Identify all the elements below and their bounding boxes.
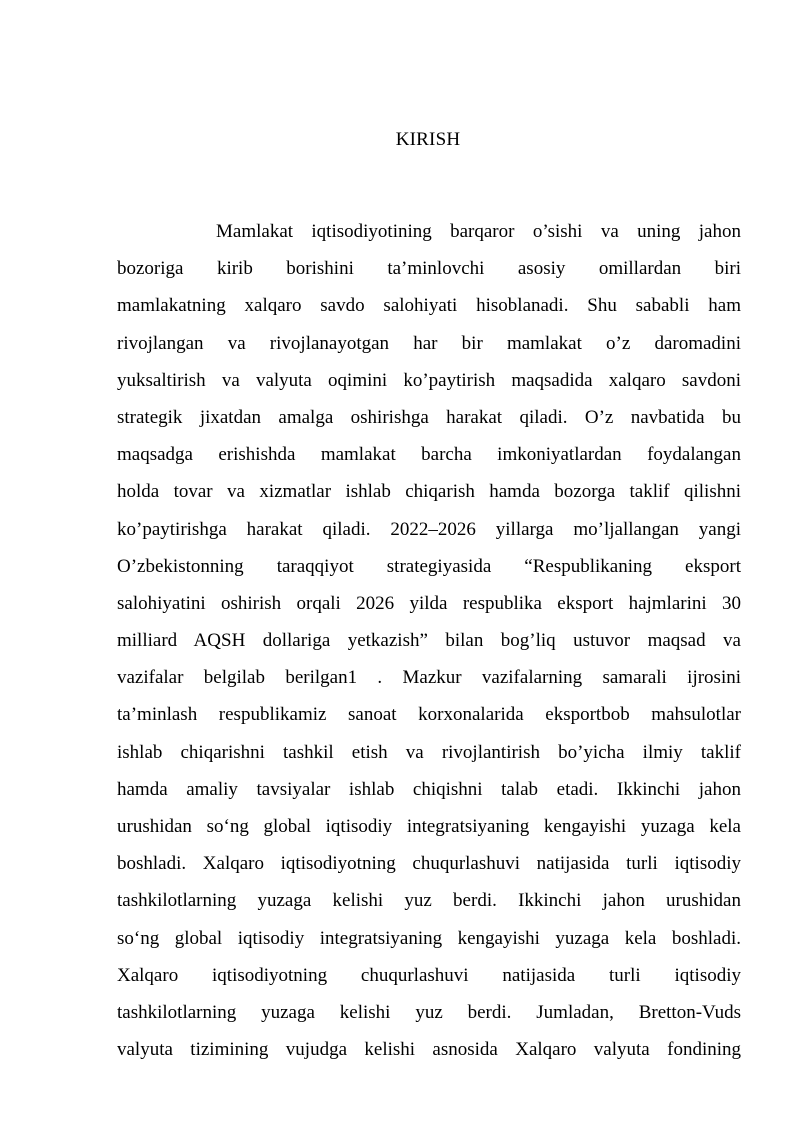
text-line: O’zbekistonning taraqqiyot strategiyasida “Respublikaning eksport	[117, 555, 741, 577]
text-line: Mamlakat iqtisodiyotining barqaror o’sishi va uning jahon	[216, 221, 741, 242]
text-line: yuksaltirish va valyuta oqimini ko’paytirish maqsadida xalqaro savdoni	[117, 369, 741, 391]
text-line: maqsadga erishishda mamlakat barcha imkoniyatlardan foydalangan	[117, 444, 741, 466]
text-line: vazifalar belgilab berilgan1 . Mazkur vazifalarning samarali ijrosini	[117, 667, 741, 689]
text-line: hamda amaliy tavsiyalar ishlab chiqishni talab etadi. Ikkinchi jahon	[117, 778, 741, 800]
text-line: urushidan so‘ng global iqtisodiy integratsiyaning kengayishi yuzaga kela	[117, 816, 741, 837]
text-line: tashkilotlarning yuzaga kelishi yuz berdi. Jumladan, Bretton-Vuds	[117, 1001, 741, 1023]
text-line: tashkilotlarning yuzaga kelishi yuz berdi. Ikkinchi jahon urushidan	[117, 890, 741, 912]
text-line: ishlab chiqarishni tashkil etish va rivojlantirish bo’yicha ilmiy taklif	[117, 741, 741, 763]
text-line: boshladi. Xalqaro iqtisodiyotning chuqurlashuvi natijasida turli iqtisodiy	[117, 853, 741, 875]
text-line: ta’minlash respublikamiz sanoat korxonalarida eksportbob mahsulotlar	[117, 704, 741, 726]
text-line: Xalqaro iqtisodiyotning chuqurlashuvi natijasida turli iqtisodiy	[117, 964, 741, 986]
body-paragraph	[117, 213, 741, 1068]
text-line: holda tovar va xizmatlar ishlab chiqarish hamda bozorga taklif qilishni	[117, 481, 741, 503]
text-line: bozoriga kirib borishini ta’minlovchi asosiy omillardan biri	[117, 258, 741, 280]
text-line: ko’paytirishga harakat qiladi. 2022–2026 yillarga mo’ljallangan yangi	[117, 518, 741, 540]
section-heading: KIRISH	[395, 129, 461, 150]
text-line: rivojlangan va rivojlanayotgan har bir mamlakat o’z daromadini	[117, 332, 741, 354]
text-line: salohiyatini oshirish orqali 2026 yilda respublika eksport hajmlarini 30	[117, 592, 741, 614]
text-line: mamlakatning xalqaro savdo salohiyati hisoblanadi. Shu sababli ham	[117, 295, 741, 317]
text-line: milliard AQSH dollariga yetkazish” bilan bog’liq ustuvor maqsad va	[117, 630, 741, 652]
text-line: strategik jixatdan amalga oshirishga harakat qiladi. O’z navbatida bu	[117, 406, 741, 428]
text-line: so‘ng global iqtisodiy integratsiyaning kengayishi yuzaga kela boshladi.	[117, 927, 741, 949]
text-line: valyuta tizimining vujudga kelishi asnosida Xalqaro valyuta fondining	[117, 1039, 741, 1061]
